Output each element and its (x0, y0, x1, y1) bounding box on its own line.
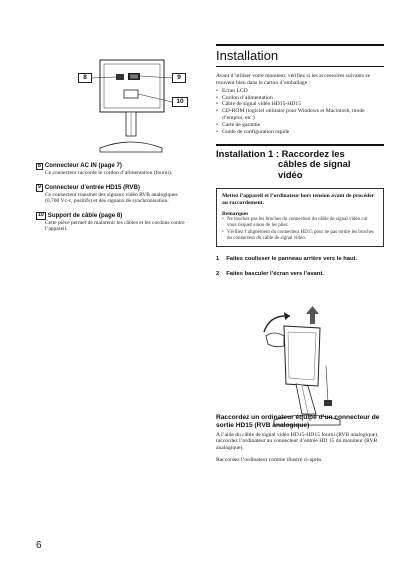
item-description: Ce connecteur transmet des signaux vidéo RVB analogiques (0,700 Vc-c, positifs) et des signaux de synchronisation. (45, 191, 178, 205)
connector-item (36, 184, 186, 205)
item-description: Cette pièce permet de maintenir les câbles et les cordons contre l’appareil. (45, 219, 185, 233)
step-number: 2 (216, 270, 220, 277)
item-number: 9 (38, 184, 41, 191)
connector-item (36, 162, 186, 177)
installation1-heading (216, 149, 384, 180)
item-title: Support de câble (page 8) (47, 211, 123, 219)
step-number: 1 (216, 255, 220, 262)
warning-box (216, 188, 384, 247)
item-number: 10 (38, 212, 44, 219)
connect-footer: Raccordez l’ordinateur comme illustré ci-après. (216, 456, 323, 463)
monitor-rear-drawing (70, 56, 188, 156)
list-item: • Carte de garantie (216, 122, 384, 129)
connector-item (36, 212, 186, 233)
installation1-title-line2: câbles de signal (278, 158, 351, 170)
installation-title: Installation (216, 48, 279, 63)
installation1-title-line3: vidéo (278, 168, 303, 180)
list-item: • Câble de signal vidéo HD15-HD15 (216, 101, 384, 108)
list-item: • Guide de configuration rapide (216, 129, 384, 136)
connect-section (216, 414, 384, 464)
list-item: • CD-ROM (logiciel utilitaire pour Windows et Macintosh, mode d’emploi, etc.) (216, 108, 384, 122)
list-item: • Ne touchez pas les broches du connecteur du câble de signal vidéo car vous risquez sinon de les plier. (222, 217, 378, 229)
installation1-title-line1: Installation 1 : Raccordez les (216, 147, 345, 159)
list-item: • Cordon d’alimentation (216, 95, 384, 102)
step-text: Faites coulisser le panneau arrière vers le haut. (226, 255, 358, 262)
item-number: 8 (38, 162, 41, 169)
installation-intro: Avant d’utiliser votre moniteur, vérifiez si les accessoires suivants se trouvent bien dans le carton d’emballage : (216, 73, 371, 86)
callout-8: 8 (78, 73, 92, 83)
remarks-heading: Remarques (222, 210, 249, 217)
item-title: Connecteur d’entrée HD15 (RVB) (44, 183, 140, 191)
item-title: Connecteur AC IN (page 7) (44, 162, 122, 169)
remarks-list (222, 217, 378, 241)
list-item: • Ecran LCD (216, 88, 384, 95)
section-rule (216, 66, 384, 67)
section-rule (216, 144, 384, 146)
callout-9: 9 (172, 73, 186, 83)
connect-body: A l’aide du câble de signal vidéo HD15-HD15 fourni (RVB analogique), raccordez l’ordinateur au connecteur d’entrée HD 15 du moniteur (RVB analogique). (216, 431, 379, 452)
step-2 (216, 271, 384, 278)
list-item: • Vérifiez l’alignement du connecteur HD15 pour ne pas tordre les broches du connecteur du câble de signal vidéo. (222, 230, 378, 242)
accessory-list (216, 88, 384, 136)
warning-text: Mettez l’appareil et l’ordinateur hors tension avant de procéder au raccordement. (222, 193, 375, 206)
step-text: Faites basculer l’écran vers l’avant. (226, 270, 324, 277)
step-1 (216, 256, 384, 263)
right-column (216, 44, 384, 463)
connector-descriptions (36, 162, 186, 240)
monitor-rear-illustration (70, 56, 188, 156)
item-description: Ce connecteur raccorde le cordon d’alimentation (fourni). (45, 170, 173, 176)
section-rule (216, 44, 384, 46)
connect-title: Raccordez un ordinateur équipé d’un connecteur de sortie HD15 (RVB analogique) (216, 414, 380, 429)
page-number: 6 (36, 540, 42, 551)
callout-10: 10 (172, 97, 188, 107)
